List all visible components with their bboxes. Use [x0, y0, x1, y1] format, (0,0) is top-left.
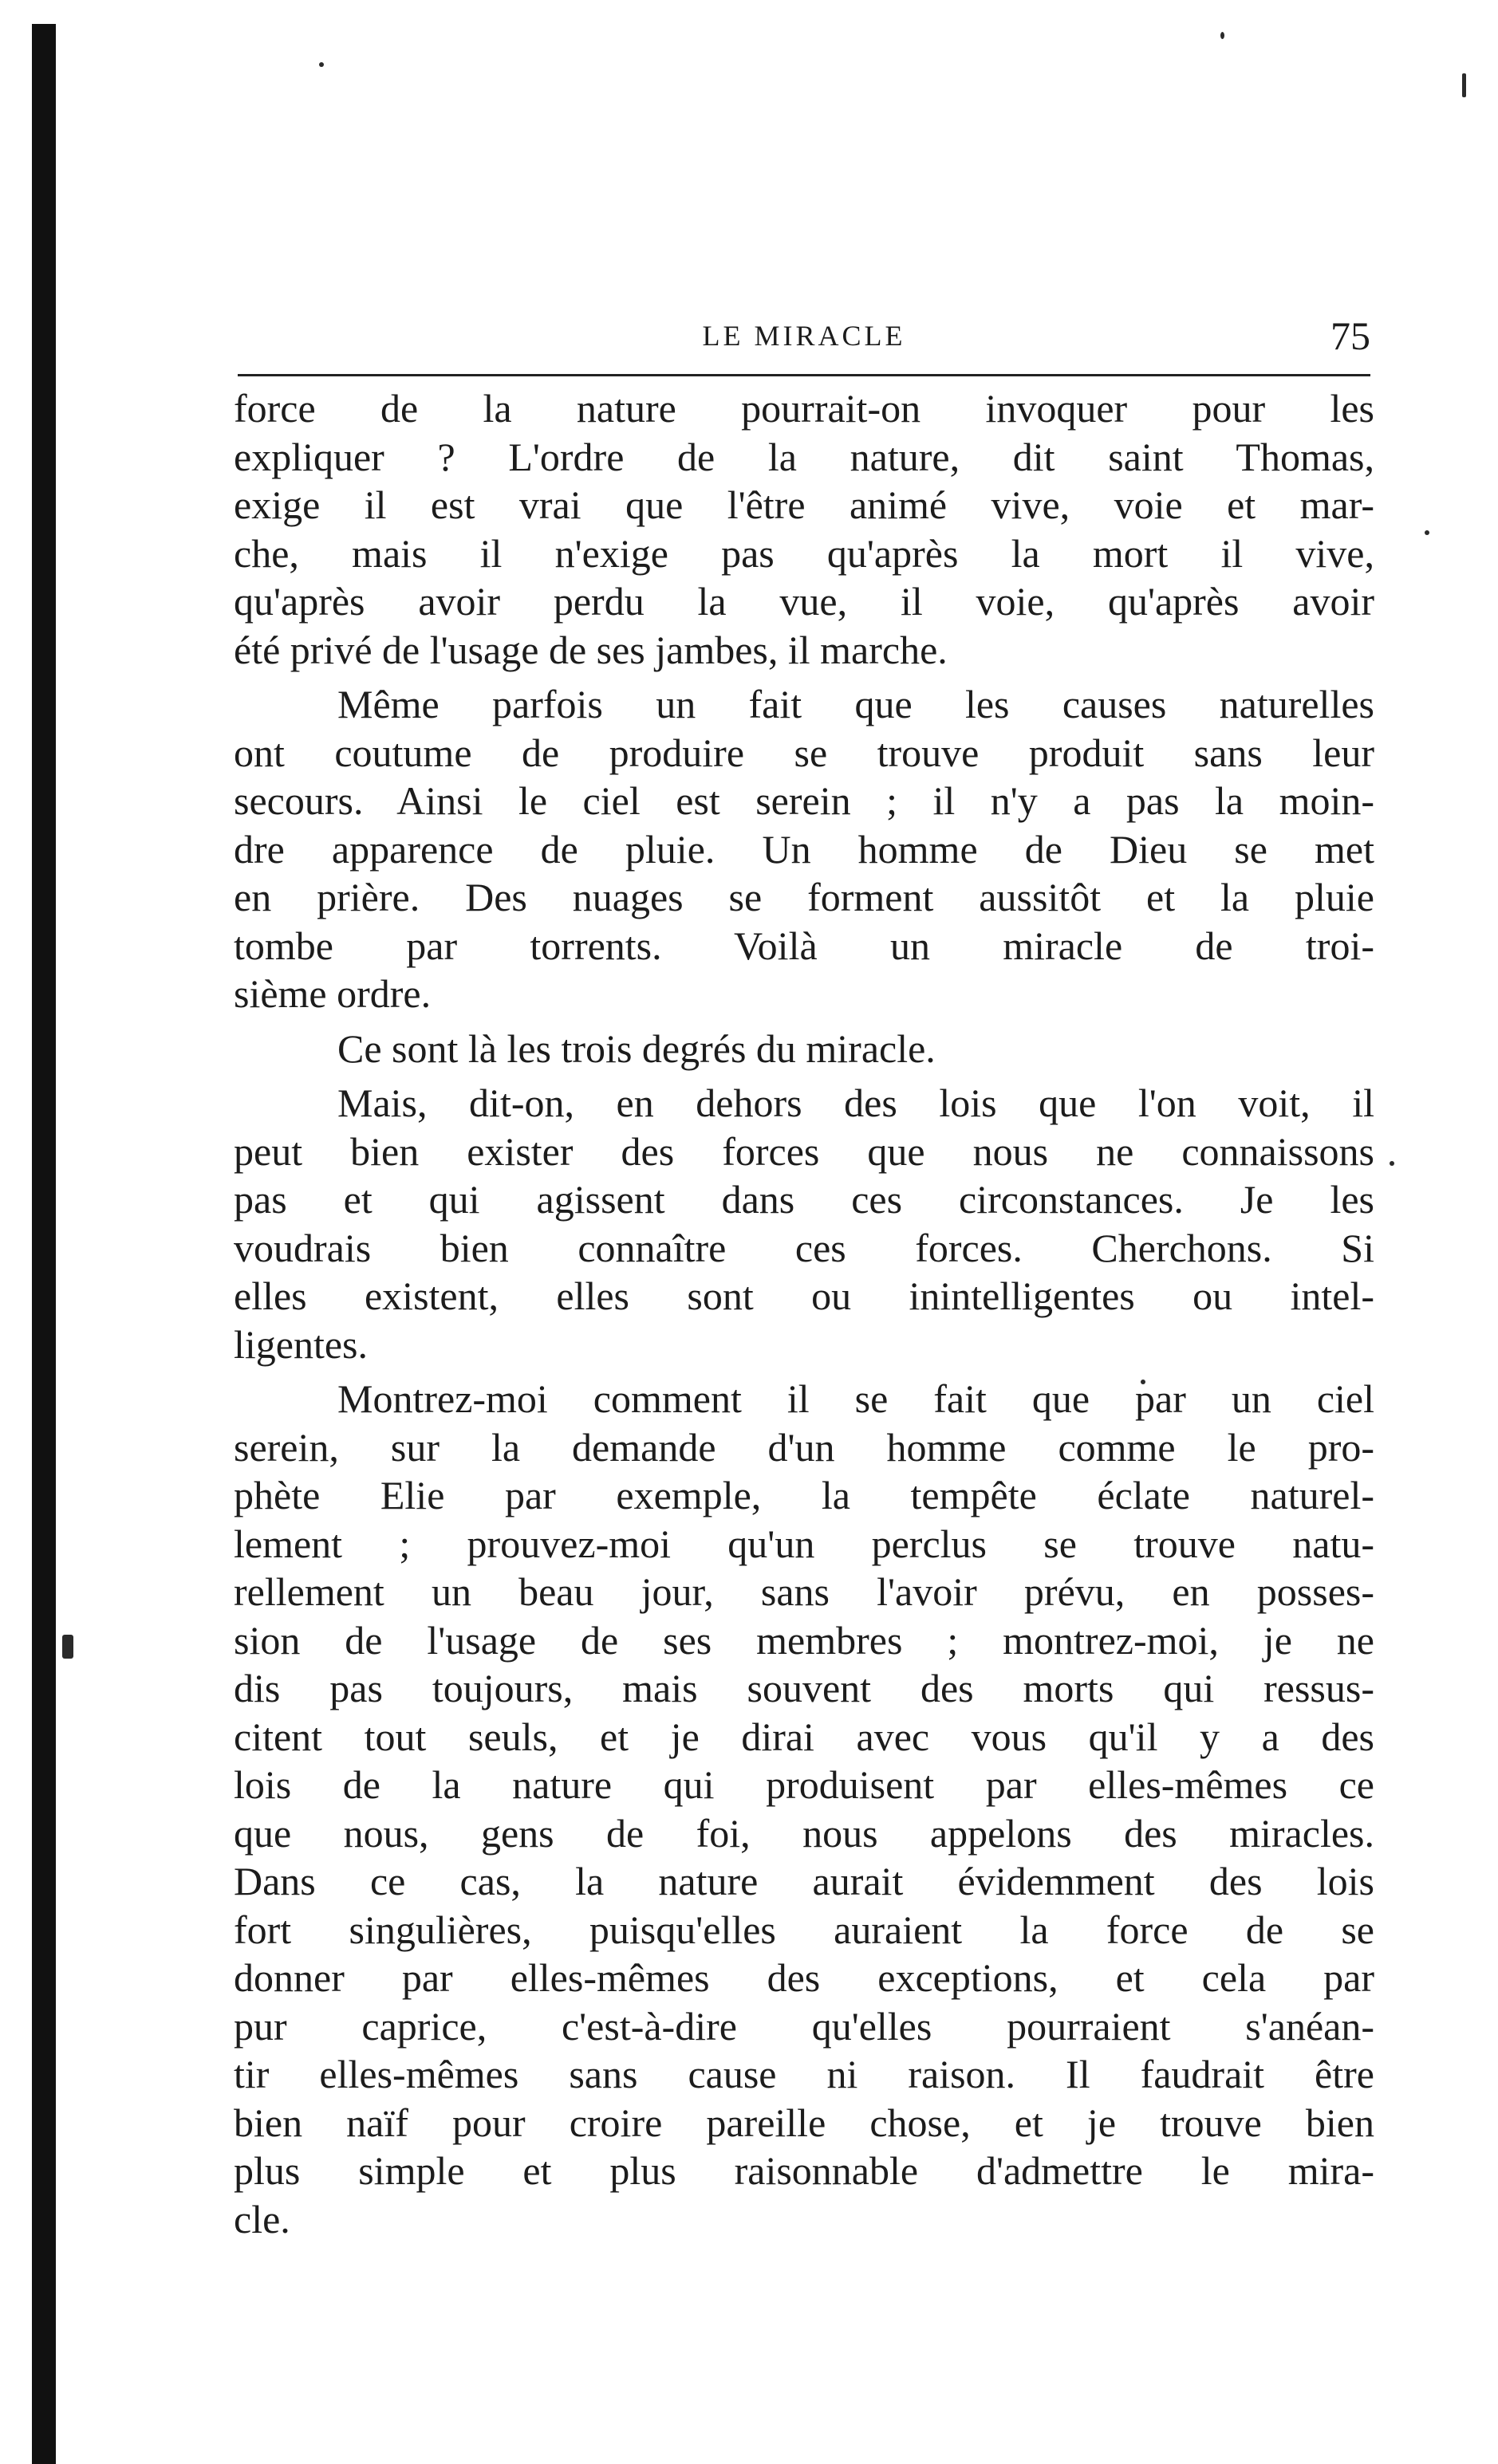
text-line: dre apparence de pluie. Un homme de Dieu se met	[234, 826, 1374, 872]
text-line: Dans ce cas, la nature aurait évidemment des lois	[234, 1859, 1374, 1903]
text-line: tombe par torrents. Voilà un miracle de troi-	[234, 923, 1374, 968]
text-line: voudrais bien connaître ces forces. Cherchons. Si	[234, 1225, 1374, 1270]
text-line: ont coutume de produire se trouve produit sans leur	[234, 730, 1374, 775]
text-line: force de la nature pourrait-on invoquer pour les	[234, 386, 1374, 431]
paragraph	[234, 680, 1374, 1018]
text-line: ligentes.	[234, 1321, 369, 1367]
paragraph	[234, 384, 1374, 674]
text-line: exige il est vrai que l'être animé vive, voie et mar-	[234, 482, 1374, 527]
text-line: sion de l'usage de ses membres ; montrez-moi, je ne	[234, 1617, 1374, 1663]
stray-ink-mark	[1220, 32, 1224, 39]
text-line: che, mais il n'exige pas qu'après la mort il vive,	[234, 530, 1374, 576]
text-line: Ce sont là les trois degrés du miracle.	[337, 1025, 936, 1071]
text-line: tir elles-mêmes sans cause ni raison. Il faudrait être	[234, 2052, 1374, 2096]
page-header	[238, 313, 1370, 367]
text-line: lement ; prouvez-moi qu'un perclus se trouve natu-	[234, 1521, 1374, 1566]
stray-ink-mark	[319, 62, 324, 67]
stray-ink-mark	[1390, 1161, 1394, 1166]
text-line: secours. Ainsi le ciel est serein ; il n'y a pas la moin-	[234, 778, 1374, 823]
text-line: citent tout seuls, et je dirai avec vous qu'il y a des	[234, 1714, 1374, 1759]
text-line: Mais, dit-on, en dehors des lois que l'on voit, il	[337, 1080, 1374, 1125]
text-line: rellement un beau jour, sans l'avoir prévu, en posses-	[234, 1569, 1374, 1614]
text-line: phète Elie par exemple, la tempête éclate naturel-	[234, 1473, 1374, 1517]
text-line: serein, sur la demande d'un homme comme le pro-	[234, 1424, 1374, 1470]
text-line: lois de la nature qui produisent par elles-mêmes ce	[234, 1762, 1374, 1807]
text-line: donner par elles-mêmes des exceptions, et cela par	[234, 1955, 1374, 2000]
text-line: expliquer ? L'ordre de la nature, dit saint Thomas,	[234, 434, 1374, 479]
paragraph	[234, 1025, 1374, 1073]
page-binding-edge	[32, 24, 56, 2464]
text-line: Même parfois un fait que les causes naturelles	[337, 682, 1374, 726]
text-line: sième ordre.	[234, 971, 432, 1016]
text-line: elles existent, elles sont ou inintelligentes ou intel-	[234, 1273, 1374, 1318]
text-line: Montrez-moi comment il se fait que par un ciel	[337, 1376, 1374, 1421]
text-line: en prière. Des nuages se forment aussitôt et la pluie	[234, 875, 1374, 919]
stray-ink-mark	[1462, 73, 1466, 97]
text-line: pur caprice, c'est-à-dire qu'elles pourraient s'anéan-	[234, 2003, 1374, 2049]
paragraph	[234, 1375, 1374, 2243]
stray-ink-mark	[62, 1635, 73, 1659]
text-line: été privé de l'usage de ses jambes, il marche.	[234, 627, 948, 672]
body-text	[234, 384, 1374, 2243]
page-number: 75	[1330, 313, 1370, 358]
header-rule	[238, 374, 1370, 376]
text-line: plus simple et plus raisonnable d'admettre le mira-	[234, 2148, 1374, 2193]
text-line: fort singulières, puisqu'elles auraient la force de se	[234, 1907, 1374, 1952]
text-line: dis pas toujours, mais souvent des morts qui ressus-	[234, 1666, 1374, 1710]
paragraph	[234, 1079, 1374, 1368]
text-line: cle.	[234, 2196, 290, 2242]
text-line: bien naïf pour croire pareille chose, et je trouve bien	[234, 2100, 1374, 2145]
text-line: que nous, gens de foi, nous appelons des miracles.	[234, 1810, 1374, 1856]
stray-ink-mark	[1425, 530, 1429, 535]
text-line: pas et qui agissent dans ces circonstances. Je les	[234, 1177, 1374, 1222]
text-line: qu'après avoir perdu la vue, il voie, qu'après avoir	[234, 579, 1374, 624]
running-title: LE MIRACLE	[702, 320, 906, 352]
text-line: peut bien exister des forces que nous ne connaissons	[234, 1128, 1374, 1174]
